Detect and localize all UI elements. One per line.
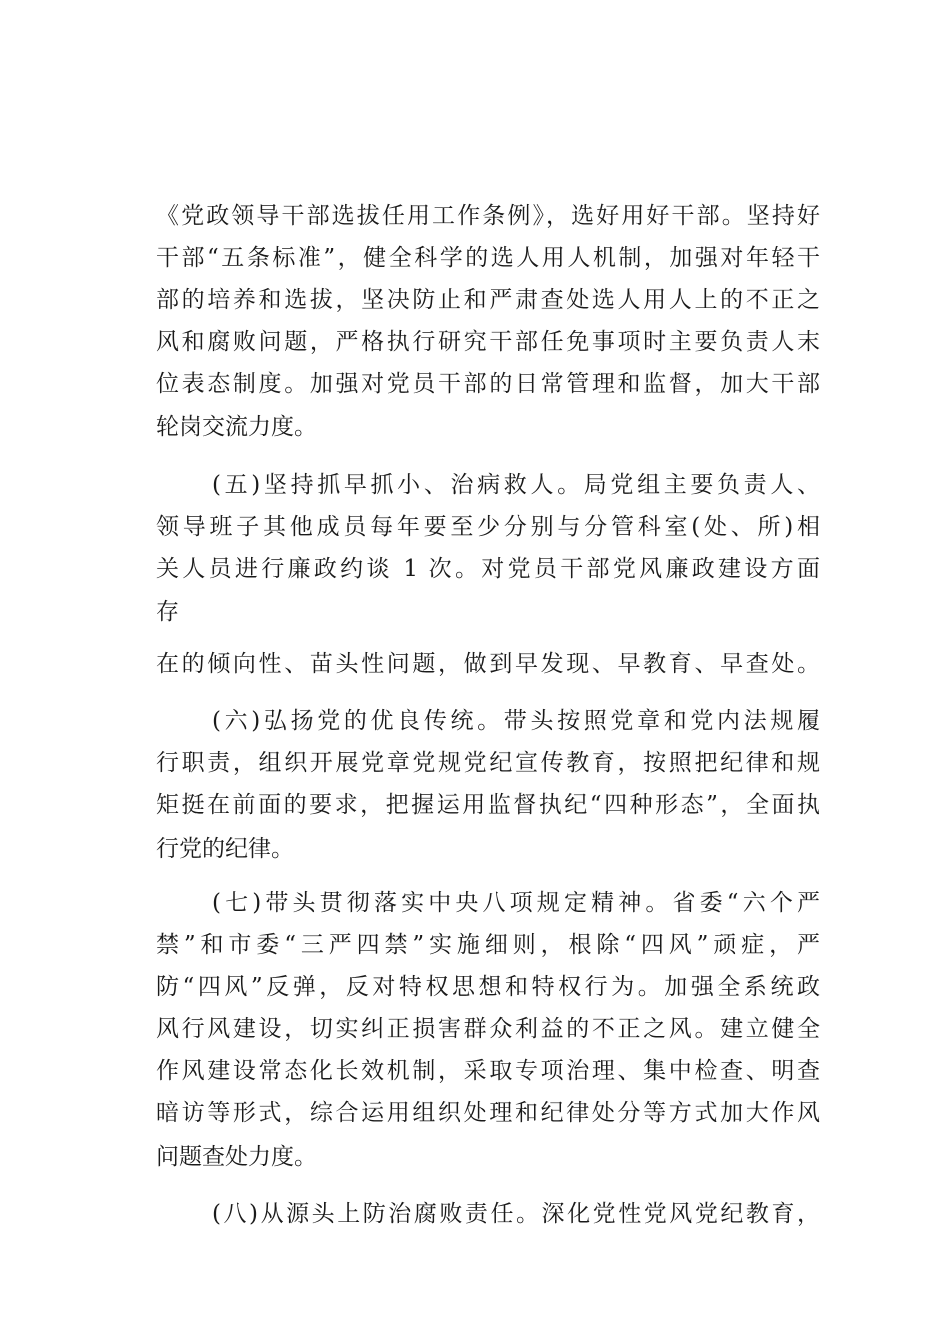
text-line: 部的培养和选拔，坚决防止和严肃查处选人用人上的不正之	[156, 287, 820, 313]
paragraph-first-line: (八)从源头上防治腐败责任。深化党性党风党纪教育，	[212, 1201, 820, 1227]
text-line: 作风建设常态化长效机制，采取专项治理、集中检查、明查	[156, 1058, 820, 1084]
text-line: 行党的纪律。	[156, 836, 294, 862]
text-line: 《党政领导干部选拔任用工作条例》，选好用好干部。坚持好	[156, 203, 820, 229]
text-line: 领导班子其他成员每年要至少分别与分管科室(处、所)相	[156, 514, 820, 540]
text-line: 存	[156, 599, 179, 625]
text-line: 风行风建设，切实纠正损害群众利益的不正之风。建立健全	[156, 1016, 820, 1042]
text-line: 行职责，组织开展党章党规党纪宣传教育，按照把纪律和规	[156, 750, 820, 776]
text-line: 风和腐败问题，严格执行研究干部任免事项时主要负责人末	[156, 329, 820, 355]
text-line: 问题查处力度。	[156, 1144, 317, 1170]
text-line: 禁”和市委“三严四禁”实施细则，根除“四风”顽症，严	[156, 932, 820, 958]
text-line: 在的倾向性、苗头性问题，做到早发现、早教育、早查处。	[156, 651, 820, 677]
text-line: 位表态制度。加强对党员干部的日常管理和监督，加大干部	[156, 371, 820, 397]
text-line: 关人员进行廉政约谈 1 次。对党员干部党风廉政建设方面	[156, 556, 820, 582]
paragraph-first-line: (六)弘扬党的优良传统。带头按照党章和党内法规履	[212, 708, 820, 734]
text-line: 轮岗交流力度。	[156, 414, 317, 440]
text-line: 干部“五条标准”，健全科学的选人用人机制，加强对年轻干	[156, 245, 820, 271]
paragraph-first-line: (七)带头贯彻落实中央八项规定精神。省委“六个严	[212, 890, 820, 916]
text-line: 矩挺在前面的要求，把握运用监督执纪“四种形态”，全面执	[156, 792, 820, 818]
text-line: 防“四风”反弹，反对特权思想和特权行为。加强全系统政	[156, 974, 820, 1000]
text-line: 暗访等形式，综合运用组织处理和纪律处分等方式加大作风	[156, 1100, 820, 1126]
paragraph-first-line: (五)坚持抓早抓小、治病救人。局党组主要负责人、	[212, 472, 820, 498]
